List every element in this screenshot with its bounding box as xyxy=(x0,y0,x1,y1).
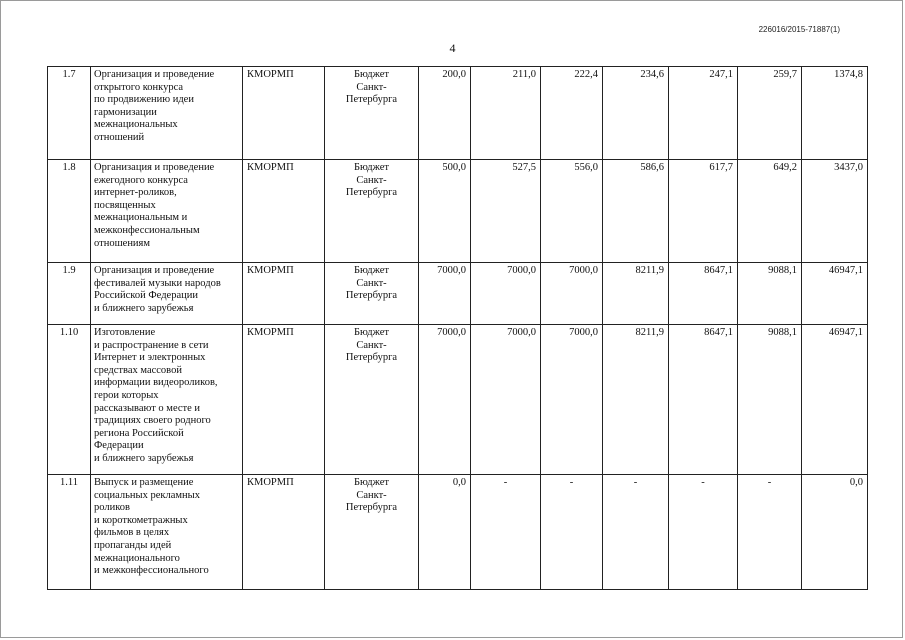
activity-name-line: региона Российской xyxy=(94,427,184,439)
funding-source-line: Бюджет xyxy=(353,69,390,80)
value-cell: - xyxy=(541,475,603,590)
activity-name-line: фестивалей музыки народов xyxy=(94,277,221,289)
activity-name-cell xyxy=(91,263,243,325)
value-cell: 617,7 xyxy=(669,160,738,263)
value-cell: - xyxy=(471,475,541,590)
activity-name-cell xyxy=(91,160,243,263)
funding-source-line: Петербурга xyxy=(345,187,398,199)
document-id: 226016/2015-71887(1) xyxy=(758,25,840,34)
activity-name-line: герои которых xyxy=(94,389,159,401)
row-number-cell: 1.10 xyxy=(48,325,91,475)
funding-source-line: Петербурга xyxy=(345,352,398,364)
value-cell: 649,2 xyxy=(738,160,802,263)
activity-name-line: и распространение в сети xyxy=(94,339,209,351)
value-cell: 9088,1 xyxy=(738,263,802,325)
activity-name-line: Организация и проведение xyxy=(94,162,215,173)
value-cell: 0,0 xyxy=(419,475,471,590)
value-cell: 222,4 xyxy=(541,67,603,160)
value-cell: 527,5 xyxy=(471,160,541,263)
executor-cell: КМОРМП xyxy=(243,263,325,325)
activity-name-line: Российской Федерации xyxy=(94,290,198,302)
activity-name-line: социальных рекламных xyxy=(94,489,200,501)
table-body xyxy=(48,67,868,590)
funding-source-cell xyxy=(325,263,419,325)
activity-name-line: Изготовление xyxy=(94,327,156,338)
activity-name-line: межконфессиональным xyxy=(94,224,200,236)
funding-source-line: Санкт- xyxy=(356,81,387,93)
row-number-cell: 1.8 xyxy=(48,160,91,263)
value-cell: 556,0 xyxy=(541,160,603,263)
activity-name-line: Федерации xyxy=(94,440,144,452)
activity-name-cell xyxy=(91,67,243,160)
funding-source-line: Санкт- xyxy=(356,277,387,289)
activity-name-line: и межконфессионального xyxy=(94,565,209,577)
value-cell: 46947,1 xyxy=(802,325,868,475)
value-cell: - xyxy=(738,475,802,590)
funding-source-cell xyxy=(325,325,419,475)
activity-name-line: по продвижению идеи xyxy=(94,94,194,106)
activity-name-line: отношениям xyxy=(94,237,151,249)
activity-name-cell xyxy=(91,475,243,590)
value-cell: 8211,9 xyxy=(603,263,669,325)
row-number-cell: 1.9 xyxy=(48,263,91,325)
activity-name-line: межнациональных xyxy=(94,119,178,131)
executor-cell: КМОРМП xyxy=(243,160,325,263)
value-cell: 8647,1 xyxy=(669,325,738,475)
funding-source-line: Бюджет xyxy=(353,477,390,488)
activity-name-line: ежегодного конкурса xyxy=(94,174,188,186)
funding-source-cell xyxy=(325,67,419,160)
activity-name-line: открытого конкурса xyxy=(94,81,184,93)
activity-name-line: средствах массовой xyxy=(94,364,182,376)
funding-source-line: Бюджет xyxy=(353,327,390,338)
activity-name-line: интернет-роликов, xyxy=(94,187,177,199)
value-cell: 200,0 xyxy=(419,67,471,160)
activity-name-line: гармонизации xyxy=(94,106,157,118)
value-cell: 0,0 xyxy=(802,475,868,590)
funding-source-cell xyxy=(325,475,419,590)
activity-name-line: пропаганды идей xyxy=(94,539,172,551)
value-cell: 3437,0 xyxy=(802,160,868,263)
value-cell: - xyxy=(603,475,669,590)
table-row xyxy=(48,160,868,263)
activity-name-line: межнационального xyxy=(94,552,180,564)
activity-name-line: отношений xyxy=(94,131,145,143)
value-cell: 8211,9 xyxy=(603,325,669,475)
activity-name-line: межнациональным и xyxy=(94,212,188,224)
row-number-cell: 1.11 xyxy=(48,475,91,590)
value-cell: 7000,0 xyxy=(419,325,471,475)
activity-name-line: информации видеороликов, xyxy=(94,377,218,389)
value-cell: 500,0 xyxy=(419,160,471,263)
activity-name-line: роликов xyxy=(94,502,130,514)
page-number: 4 xyxy=(449,41,456,55)
activity-name-line: посвященных xyxy=(94,199,156,211)
executor-cell: КМОРМП xyxy=(243,475,325,590)
value-cell: 211,0 xyxy=(471,67,541,160)
executor-cell: КМОРМП xyxy=(243,325,325,475)
value-cell: 586,6 xyxy=(603,160,669,263)
table-row xyxy=(48,67,868,160)
value-cell: 247,1 xyxy=(669,67,738,160)
activity-name-line: Организация и проведение xyxy=(94,265,215,276)
value-cell: 234,6 xyxy=(603,67,669,160)
activity-name-line: и ближнего зарубежья xyxy=(94,302,194,314)
value-cell: 7000,0 xyxy=(541,325,603,475)
value-cell: 7000,0 xyxy=(419,263,471,325)
funding-source-cell xyxy=(325,160,419,263)
table-row xyxy=(48,263,868,325)
row-number-cell: 1.7 xyxy=(48,67,91,160)
value-cell: 1374,8 xyxy=(802,67,868,160)
activity-name-line: рассказывают о месте и xyxy=(94,402,201,414)
value-cell: 7000,0 xyxy=(541,263,603,325)
executor-cell: КМОРМП xyxy=(243,67,325,160)
funding-source-line: Петербурга xyxy=(345,502,398,514)
table-row xyxy=(48,475,868,590)
table-row xyxy=(48,325,868,475)
value-cell: 46947,1 xyxy=(802,263,868,325)
value-cell: 9088,1 xyxy=(738,325,802,475)
activity-name-cell xyxy=(91,325,243,475)
funding-source-line: Петербурга xyxy=(345,290,398,302)
activity-name-line: Интернет и электронных xyxy=(94,352,206,364)
budget-table xyxy=(47,66,868,590)
funding-source-line: Петербурга xyxy=(345,94,398,106)
activity-name-line: фильмов в целях xyxy=(94,527,170,539)
funding-source-line: Санкт- xyxy=(356,174,387,186)
value-cell: 8647,1 xyxy=(669,263,738,325)
funding-source-line: Бюджет xyxy=(353,265,390,276)
value-cell: 259,7 xyxy=(738,67,802,160)
activity-name-line: Выпуск и размещение xyxy=(94,477,194,488)
activity-name-line: и ближнего зарубежья xyxy=(94,452,194,464)
value-cell: 7000,0 xyxy=(471,263,541,325)
funding-source-line: Санкт- xyxy=(356,339,387,351)
value-cell: 7000,0 xyxy=(471,325,541,475)
activity-name-line: традициях своего родного xyxy=(94,415,211,427)
value-cell: - xyxy=(669,475,738,590)
activity-name-line: Организация и проведение xyxy=(94,69,215,80)
funding-source-line: Санкт- xyxy=(356,489,387,501)
funding-source-line: Бюджет xyxy=(353,162,390,173)
activity-name-line: и короткометражных xyxy=(94,514,188,526)
